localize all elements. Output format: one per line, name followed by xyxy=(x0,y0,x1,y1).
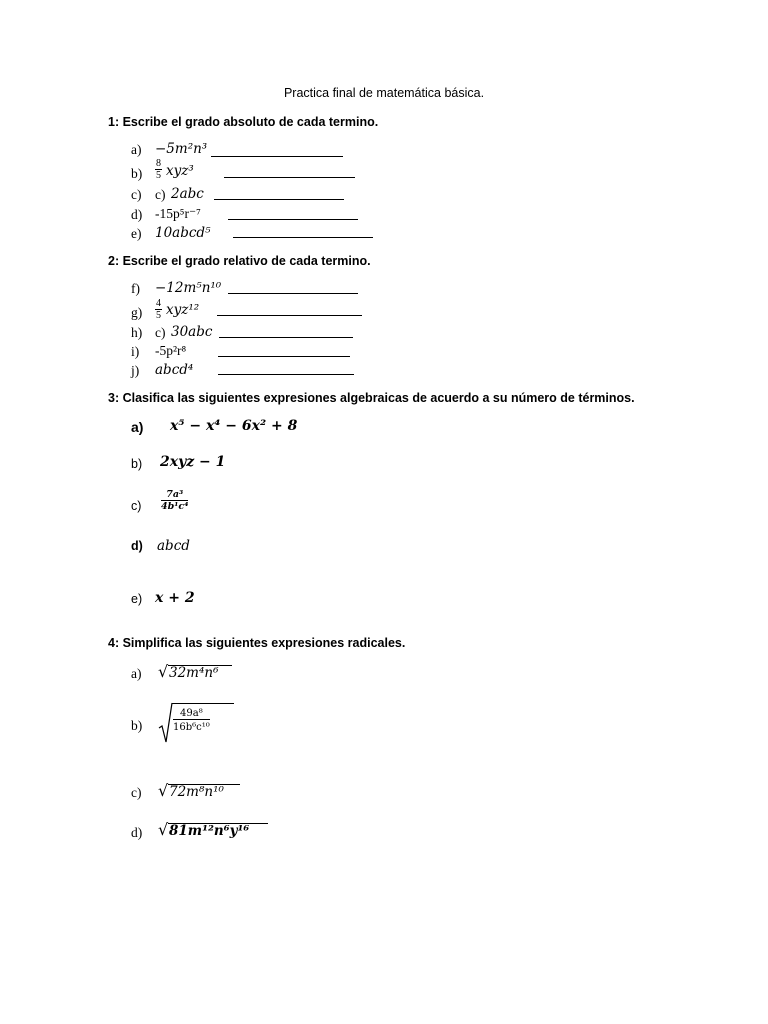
answer-blank[interactable] xyxy=(224,177,355,178)
item-label: b) xyxy=(131,457,143,471)
fraction xyxy=(155,298,162,321)
radical-sign-icon: √ xyxy=(158,662,169,681)
item-expression: 30abc xyxy=(171,324,213,340)
item-label: f) xyxy=(131,281,140,296)
fraction-numerator: 49a⁸ xyxy=(173,708,210,720)
item-expression: -5p²r⁸ xyxy=(155,343,187,358)
answer-blank[interactable] xyxy=(214,199,344,200)
item-expression: x⁵ − x⁴ − 6x² + 8 xyxy=(170,418,298,434)
radicand: 32m⁴n⁶ xyxy=(169,665,219,681)
item-label: d) xyxy=(131,539,143,553)
section-2-heading: 2: Escribe el grado relativo de cada termino. xyxy=(108,254,371,268)
answer-blank[interactable] xyxy=(218,356,350,357)
item-expression: −5m²n³ xyxy=(155,141,208,157)
radical-bar xyxy=(172,703,234,704)
radicand: 81m¹²n⁶y¹⁶ xyxy=(169,823,250,839)
fraction xyxy=(155,158,162,181)
answer-blank[interactable] xyxy=(219,337,353,338)
item-label: b) xyxy=(131,166,143,181)
item-label: c) xyxy=(131,187,142,202)
answer-blank[interactable] xyxy=(228,219,358,220)
section-1-heading: 1: Escribe el grado absoluto de cada termino. xyxy=(108,115,379,129)
item-label: a) xyxy=(131,142,142,157)
item-expression: -15p⁵r⁻⁷ xyxy=(155,206,201,221)
item-label: e) xyxy=(131,592,143,606)
fraction-numerator: 8 xyxy=(156,158,161,169)
item-label: i) xyxy=(131,344,140,359)
fraction-numerator: 7a³ xyxy=(161,489,188,501)
fraction-denominator: 4b¹c⁴ xyxy=(161,501,189,512)
section-4-heading: 4: Simplifica las siguientes expresiones radicales. xyxy=(108,636,406,650)
item-prefix: c) xyxy=(155,187,166,202)
item-label: a) xyxy=(131,666,142,681)
item-label: c) xyxy=(131,499,142,513)
item-label: e) xyxy=(131,226,142,241)
item-label: h) xyxy=(131,325,143,340)
item-expression: 10abcd⁵ xyxy=(155,225,211,241)
item-label: c) xyxy=(131,785,142,800)
fraction-denominator: 5 xyxy=(156,310,161,321)
item-expression: x + 2 xyxy=(155,590,195,606)
fraction-denominator: 5 xyxy=(156,170,161,181)
answer-blank[interactable] xyxy=(211,156,343,157)
answer-blank[interactable] xyxy=(218,374,354,375)
item-prefix: c) xyxy=(155,325,166,340)
answer-blank[interactable] xyxy=(228,293,358,294)
item-expression: xyz³ xyxy=(166,163,194,179)
answer-blank[interactable] xyxy=(233,237,373,238)
fraction-denominator: 16b⁶c¹⁰ xyxy=(173,722,210,733)
item-expression: 2abc xyxy=(171,186,204,202)
fraction-numerator: 4 xyxy=(156,298,161,309)
section-3-heading: 3: Clasifica las siguientes expresiones algebraicas de acuerdo a su número de términos. xyxy=(108,391,635,405)
item-expression: xyz¹² xyxy=(166,302,200,318)
item-label: g) xyxy=(131,305,143,320)
item-label: j) xyxy=(131,363,140,378)
fraction xyxy=(173,708,210,733)
item-expression: −12m⁵n¹⁰ xyxy=(155,280,222,296)
item-expression: abcd xyxy=(157,538,190,554)
radical-sign-icon: √ xyxy=(158,820,169,839)
item-label: a) xyxy=(131,419,144,435)
radical-sign-icon: √ xyxy=(158,781,169,800)
answer-blank[interactable] xyxy=(217,315,362,316)
item-label: d) xyxy=(131,825,143,840)
item-expression: abcd⁴ xyxy=(155,362,194,378)
item-expression: 2xyz − 1 xyxy=(160,454,226,470)
page-title: Practica final de matemática básica. xyxy=(283,86,485,100)
radicand: 72m⁸n¹⁰ xyxy=(169,784,224,800)
item-label: d) xyxy=(131,207,143,222)
item-label: b) xyxy=(131,718,143,733)
radical-sign-icon xyxy=(158,702,174,744)
fraction xyxy=(161,489,188,512)
